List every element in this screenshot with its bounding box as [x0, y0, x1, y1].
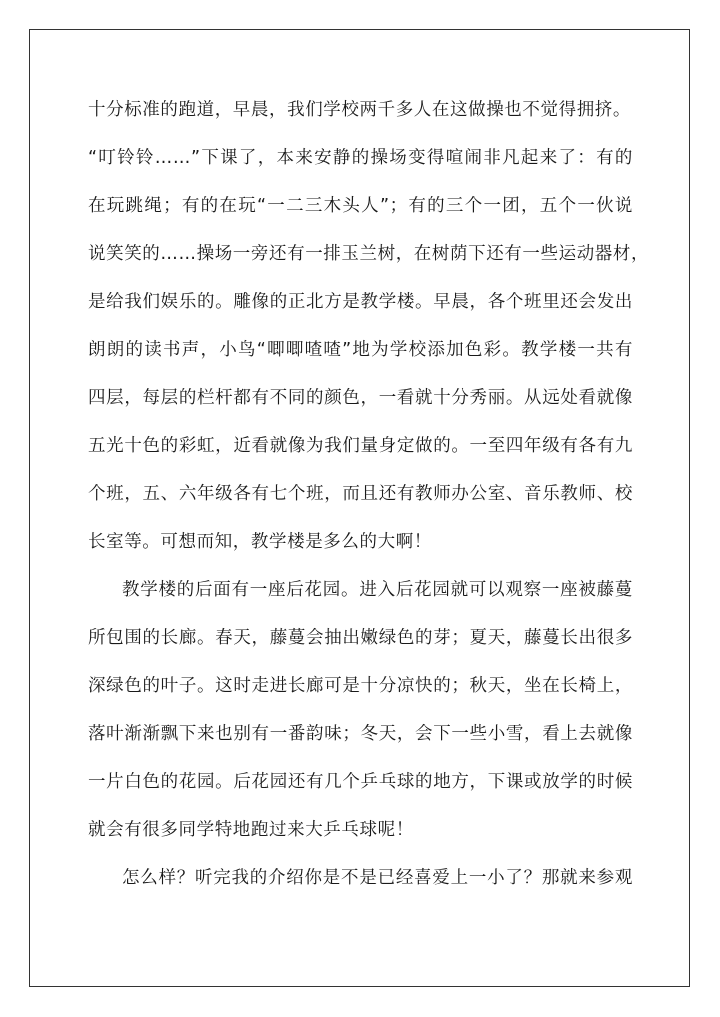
body-text-line: 说笑笑的……操场一旁还有一排玉兰树，在树荫下还有一些运动器材，: [88, 244, 650, 264]
body-text-line: 四层，每层的栏杆都有不同的颜色，一看就十分秀丽。从远处看就像: [88, 388, 633, 408]
body-text-line: 落叶渐渐飘下来也别有一番韵味；冬天，会下一些小雪，看上去就像: [88, 724, 633, 744]
body-text-line: 十分标准的跑道，早晨，我们学校两千多人在这做操也不觉得拥挤。: [88, 100, 631, 120]
paragraph-start-line: 怎么样？听完我的介绍你是不是已经喜爱上一小了？那就来参观: [122, 868, 633, 888]
body-text-line: 长室等。可想而知，教学楼是多么的大啊！: [88, 532, 432, 552]
body-text-line: 个班，五、六年级各有七个班，而且还有教师办公室、音乐教师、校: [88, 484, 633, 504]
body-text-line: 深绿色的叶子。这时走进长廊可是十分凉快的；秋天，坐在长椅上，: [88, 676, 633, 696]
page-border: [29, 29, 690, 987]
paragraph-start-line: 教学楼的后面有一座后花园。进入后花园就可以观察一座被藤蔓: [122, 580, 633, 600]
body-text-line: 所包围的长廊。春天，藤蔓会抽出嫩绿色的芽；夏天，藤蔓长出很多: [88, 628, 633, 648]
body-text-line: 一片白色的花园。后花园还有几个乒乓球的地方，下课或放学的时候: [88, 772, 633, 792]
body-text-line: “叮铃铃……”下课了，本来安静的操场变得喧闹非凡起来了：有的: [88, 148, 633, 168]
body-text-line: 就会有很多同学特地跑过来大乒乓球呢！: [88, 820, 414, 840]
body-text-line: 朗朗的读书声，小鸟“唧唧喳喳”地为学校添加色彩。教学楼一共有: [88, 340, 633, 360]
body-text-line: 在玩跳绳；有的在玩“一二三木头人”；有的三个一团，五个一伙说: [88, 196, 633, 216]
body-text-line: 是给我们娱乐的。雕像的正北方是教学楼。早晨，各个班里还会发出: [88, 292, 633, 312]
body-text-line: 五光十色的彩虹，近看就像为我们量身定做的。一至四年级有各有九: [88, 436, 633, 456]
